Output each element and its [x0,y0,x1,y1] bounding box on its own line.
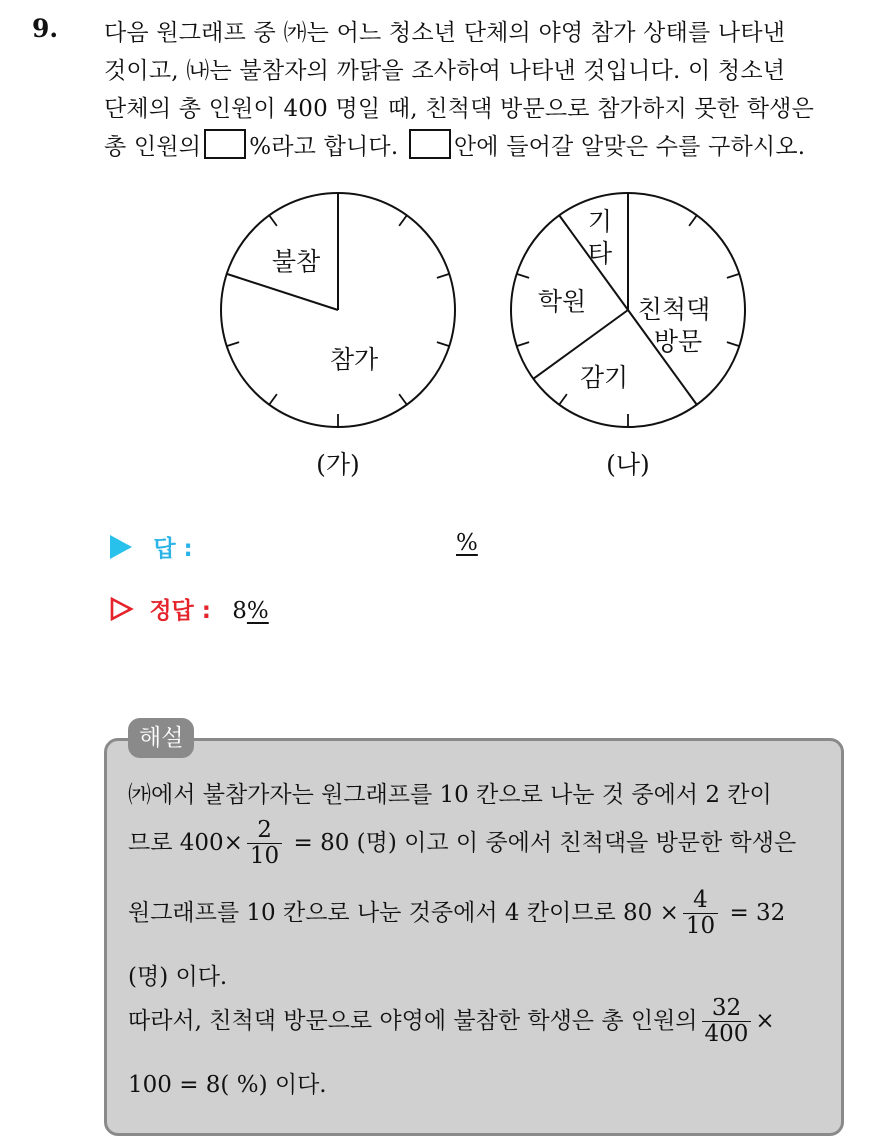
caption-ga: (가) [316,450,360,479]
exp-text: 므로 400× [128,829,243,856]
question-line-4 [104,128,805,161]
exp-text: 원그래프를 10 칸으로 나눈 것중에서 4 칸이므로 80 × [128,899,679,926]
question-line-1: 다음 원그래프 중 ㈎는 어느 청소년 단체의 야영 참가 상태를 나타낸 [104,20,786,46]
exp-text: = 32 [722,899,786,926]
correct-answer-row [110,592,269,625]
exp-text: × [755,1007,775,1034]
label-visit-1: 친척댁 [637,295,711,324]
explanation-line-6: 100 = 8( %) 이다. [128,1072,327,1098]
play-outline-icon [110,597,134,621]
question-line-3: 단체의 총 인원이 400 명일 때, 친척댁 방문으로 참가하지 못한 학생은 [104,96,814,122]
explanation-line-5 [128,996,775,1048]
label-absent: 불참 [271,247,321,276]
exp-text: = 80 (명) 이고 이 중에서 친척댁을 방문한 학생은 [286,829,797,856]
pie-charts [0,190,884,490]
fraction-denominator: 400 [704,1021,749,1048]
correct-answer-unit: % [246,598,269,624]
caption-na: (나) [606,450,650,479]
fraction-4-10 [683,888,718,940]
label-other-1: 기 [587,207,613,236]
fraction-2-10 [247,818,282,870]
question-text-c: 안에 들어갈 알맞은 수를 구하시오. [453,134,806,160]
exp-text: 따라서, 친척댁 방문으로 야영에 불참한 학생은 총 인원의 [128,1007,698,1034]
answer-blank-box [204,129,246,159]
explanation-line-2 [128,818,796,870]
fraction-denominator: 10 [249,843,280,870]
answer-row [110,530,478,563]
label-attend: 참가 [329,345,379,374]
fraction-numerator: 4 [683,888,718,914]
explanation-line-4: (명) 이다. [128,964,228,990]
correct-answer-value: 8 [232,598,247,624]
label-academy: 학원 [537,287,587,316]
explanation-line-3 [128,888,785,940]
answer-unit: % [456,530,478,556]
explanation-tag: 해설 [128,718,194,758]
question-text-b: %라고 합니다. [249,134,399,160]
correct-answer-label: 정답 : [149,598,211,624]
answer-blank-box-2 [409,129,451,159]
label-cold: 감기 [579,363,629,392]
explanation-line-1: ㈎에서 불참가자는 원그래프를 10 칸으로 나눈 것 중에서 2 칸이 [128,782,772,808]
answer-label: 답 : [153,536,193,562]
fraction-numerator: 32 [702,996,752,1022]
pie-chart-ga [221,193,455,427]
play-icon [110,535,132,559]
fraction-32-400 [702,996,752,1048]
fraction-denominator: 10 [685,913,716,940]
label-other-2: 타 [587,239,613,268]
fraction-numerator: 2 [247,818,282,844]
question-line-2: 것이고, ㈏는 불참자의 까닭을 조사하여 나타낸 것입니다. 이 청소년 [104,58,786,84]
question-number: 9. [32,14,59,43]
label-visit-2: 방문 [653,327,703,356]
question-text-a: 총 인원의 [104,134,202,160]
